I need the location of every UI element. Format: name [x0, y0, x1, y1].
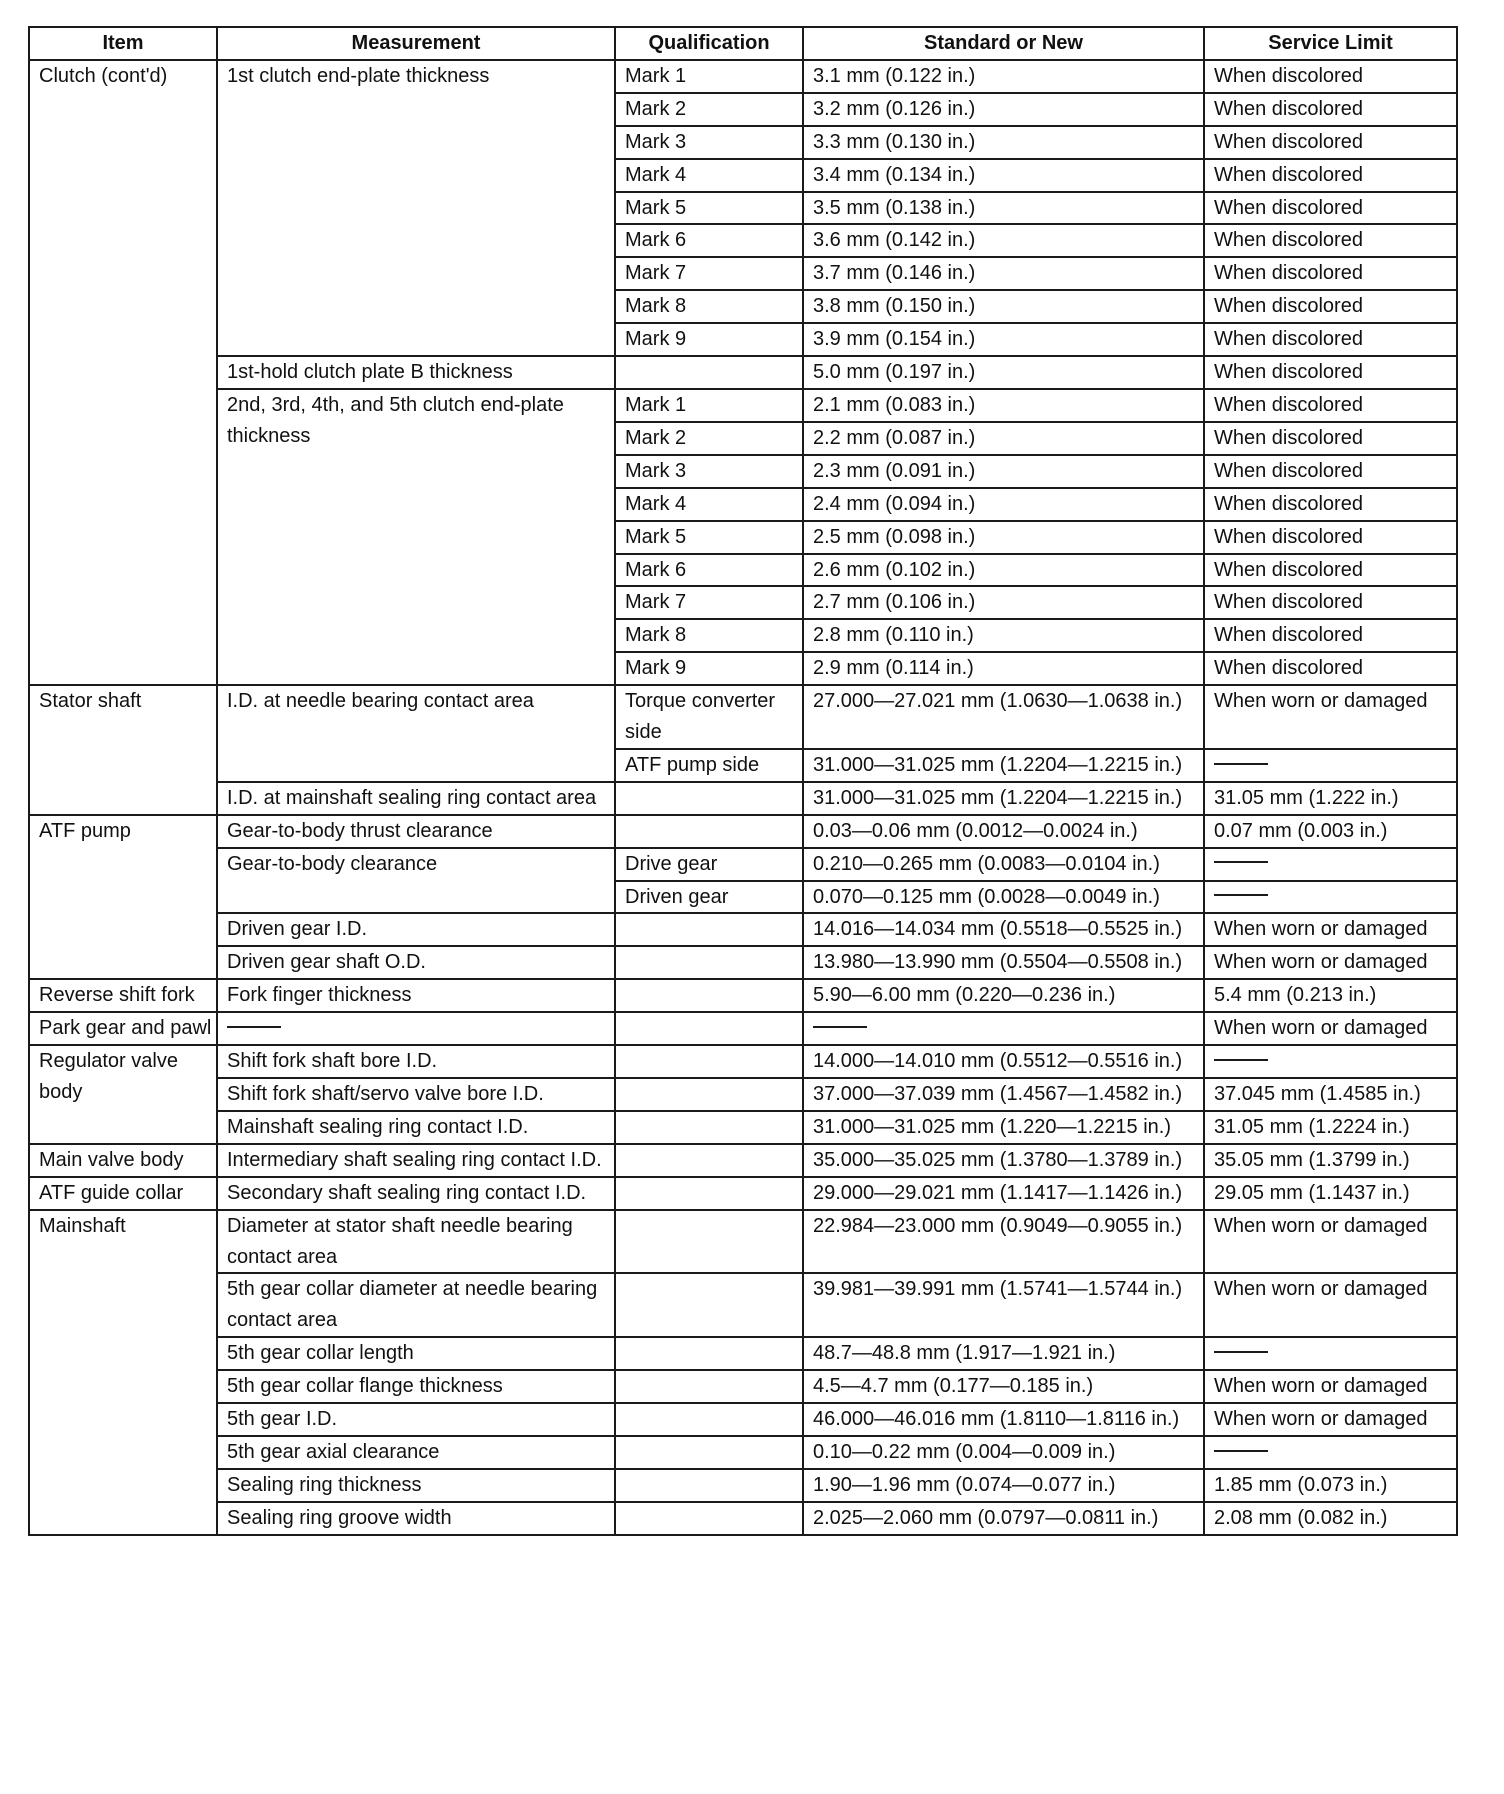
table-row [29, 979, 1457, 1012]
standard-cell: 2.7 mm (0.106 in.) [803, 586, 1204, 619]
qualification-cell: Mark 9 [615, 323, 803, 356]
standard-cell: 27.000—27.021 mm (1.0630—1.0638 in.) [803, 685, 1204, 749]
item-cell: Mainshaft [29, 1210, 217, 1535]
table-row [29, 60, 1457, 93]
standard-cell: 3.4 mm (0.134 in.) [803, 159, 1204, 192]
measurement-cell: Driven gear shaft O.D. [217, 946, 615, 979]
table-row [29, 1177, 1457, 1210]
service-limit-cell: When discolored [1204, 389, 1457, 422]
table-row [29, 389, 1457, 422]
service-limit-cell: When worn or damaged [1204, 1210, 1457, 1274]
standard-cell: 3.2 mm (0.126 in.) [803, 93, 1204, 126]
service-limit-cell: When discolored [1204, 554, 1457, 587]
item-cell: ATF pump [29, 815, 217, 980]
qualification-cell: Mark 6 [615, 224, 803, 257]
empty-value-dash [1214, 763, 1268, 765]
table-row [29, 848, 1457, 881]
qualification-cell: Driven gear [615, 881, 803, 914]
empty-value-dash [227, 1026, 281, 1028]
qualification-cell: Mark 1 [615, 60, 803, 93]
service-limit-cell [1204, 881, 1457, 914]
table-row [29, 356, 1457, 389]
empty-value-dash [1214, 1059, 1268, 1061]
qualification-cell: Mark 1 [615, 389, 803, 422]
measurement-cell: 1st clutch end-plate thickness [217, 60, 615, 356]
item-cell: Clutch (cont'd) [29, 60, 217, 685]
standard-cell: 31.000—31.025 mm (1.220—1.2215 in.) [803, 1111, 1204, 1144]
qualification-cell [615, 946, 803, 979]
measurement-cell: Mainshaft sealing ring contact I.D. [217, 1111, 615, 1144]
measurement-cell: Sealing ring thickness [217, 1469, 615, 1502]
qualification-cell [615, 1502, 803, 1535]
qualification-cell [615, 1111, 803, 1144]
standard-cell: 0.10—0.22 mm (0.004—0.009 in.) [803, 1436, 1204, 1469]
measurement-cell: Gear-to-body thrust clearance [217, 815, 615, 848]
qualification-cell [615, 815, 803, 848]
standard-cell: 2.4 mm (0.094 in.) [803, 488, 1204, 521]
item-cell: Park gear and pawl [29, 1012, 217, 1045]
table-row [29, 1210, 1457, 1274]
table-row [29, 913, 1457, 946]
qualification-cell [615, 1370, 803, 1403]
qualification-cell: Drive gear [615, 848, 803, 881]
table-row [29, 1111, 1457, 1144]
service-limit-cell: When discolored [1204, 356, 1457, 389]
table-row [29, 782, 1457, 815]
qualification-cell [615, 782, 803, 815]
measurement-cell: 5th gear collar length [217, 1337, 615, 1370]
qualification-cell: Mark 8 [615, 290, 803, 323]
table-row [29, 685, 1457, 749]
empty-value-dash [1214, 1351, 1268, 1353]
qualification-cell [615, 1210, 803, 1274]
measurement-cell: Shift fork shaft bore I.D. [217, 1045, 615, 1078]
table-body [29, 60, 1457, 1535]
service-limit-cell: 5.4 mm (0.213 in.) [1204, 979, 1457, 1012]
measurement-cell: Sealing ring groove width [217, 1502, 615, 1535]
service-limit-cell: When worn or damaged [1204, 946, 1457, 979]
service-limit-cell: 31.05 mm (1.2224 in.) [1204, 1111, 1457, 1144]
table-row [29, 1337, 1457, 1370]
standard-cell: 13.980—13.990 mm (0.5504—0.5508 in.) [803, 946, 1204, 979]
specifications-table [28, 26, 1458, 1536]
qualification-cell: ATF pump side [615, 749, 803, 782]
qualification-cell: Mark 2 [615, 422, 803, 455]
standard-cell: 14.000—14.010 mm (0.5512—0.5516 in.) [803, 1045, 1204, 1078]
service-limit-cell: When worn or damaged [1204, 1403, 1457, 1436]
standard-cell: 5.90—6.00 mm (0.220—0.236 in.) [803, 979, 1204, 1012]
item-cell: Stator shaft [29, 685, 217, 815]
item-cell: ATF guide collar [29, 1177, 217, 1210]
service-limit-cell: 29.05 mm (1.1437 in.) [1204, 1177, 1457, 1210]
measurement-cell: Secondary shaft sealing ring contact I.D. [217, 1177, 615, 1210]
standard-cell: 0.210—0.265 mm (0.0083—0.0104 in.) [803, 848, 1204, 881]
service-limit-cell: When discolored [1204, 488, 1457, 521]
service-limit-cell: When discolored [1204, 586, 1457, 619]
qualification-cell: Mark 2 [615, 93, 803, 126]
table-row [29, 1502, 1457, 1535]
standard-cell: 2.1 mm (0.083 in.) [803, 389, 1204, 422]
standard-cell: 14.016—14.034 mm (0.5518—0.5525 in.) [803, 913, 1204, 946]
standard-cell: 4.5—4.7 mm (0.177—0.185 in.) [803, 1370, 1204, 1403]
qualification-cell: Mark 4 [615, 488, 803, 521]
standard-cell: 0.03—0.06 mm (0.0012—0.0024 in.) [803, 815, 1204, 848]
table-row [29, 1045, 1457, 1078]
standard-cell: 31.000—31.025 mm (1.2204—1.2215 in.) [803, 749, 1204, 782]
service-limit-cell: When discolored [1204, 422, 1457, 455]
service-limit-cell: 31.05 mm (1.222 in.) [1204, 782, 1457, 815]
qualification-cell: Mark 5 [615, 521, 803, 554]
table-row [29, 1078, 1457, 1111]
qualification-cell [615, 979, 803, 1012]
standard-cell: 2.9 mm (0.114 in.) [803, 652, 1204, 685]
qualification-cell: Mark 6 [615, 554, 803, 587]
empty-value-dash [1214, 1450, 1268, 1452]
service-limit-cell: When discolored [1204, 60, 1457, 93]
qualification-cell: Mark 9 [615, 652, 803, 685]
service-limit-cell: When worn or damaged [1204, 1273, 1457, 1337]
standard-cell: 2.3 mm (0.091 in.) [803, 455, 1204, 488]
qualification-cell [615, 1078, 803, 1111]
service-limit-cell: When discolored [1204, 93, 1457, 126]
service-limit-cell: 1.85 mm (0.073 in.) [1204, 1469, 1457, 1502]
standard-cell: 3.5 mm (0.138 in.) [803, 192, 1204, 225]
standard-cell [803, 1012, 1204, 1045]
qualification-cell [615, 1337, 803, 1370]
service-limit-cell: When worn or damaged [1204, 1012, 1457, 1045]
qualification-cell: Mark 5 [615, 192, 803, 225]
column-header-item: Item [29, 27, 217, 60]
column-header-service-limit: Service Limit [1204, 27, 1457, 60]
standard-cell: 3.7 mm (0.146 in.) [803, 257, 1204, 290]
measurement-cell: I.D. at mainshaft sealing ring contact area [217, 782, 615, 815]
standard-cell: 2.2 mm (0.087 in.) [803, 422, 1204, 455]
qualification-cell [615, 1177, 803, 1210]
measurement-cell: Shift fork shaft/servo valve bore I.D. [217, 1078, 615, 1111]
qualification-cell: Mark 7 [615, 257, 803, 290]
table-row [29, 1370, 1457, 1403]
qualification-cell [615, 913, 803, 946]
measurement-cell [217, 1012, 615, 1045]
qualification-cell: Mark 3 [615, 455, 803, 488]
standard-cell: 39.981—39.991 mm (1.5741—1.5744 in.) [803, 1273, 1204, 1337]
measurement-cell: 5th gear collar flange thickness [217, 1370, 615, 1403]
standard-cell: 3.9 mm (0.154 in.) [803, 323, 1204, 356]
measurement-cell: Fork finger thickness [217, 979, 615, 1012]
service-limit-cell [1204, 1436, 1457, 1469]
service-limit-cell [1204, 749, 1457, 782]
qualification-cell: Torque converter side [615, 685, 803, 749]
qualification-cell: Mark 4 [615, 159, 803, 192]
standard-cell: 29.000—29.021 mm (1.1417—1.1426 in.) [803, 1177, 1204, 1210]
standard-cell: 3.6 mm (0.142 in.) [803, 224, 1204, 257]
standard-cell: 46.000—46.016 mm (1.8110—1.8116 in.) [803, 1403, 1204, 1436]
item-cell: Regulator valve body [29, 1045, 217, 1144]
table-row [29, 1144, 1457, 1177]
standard-cell: 35.000—35.025 mm (1.3780—1.3789 in.) [803, 1144, 1204, 1177]
service-limit-cell: 2.08 mm (0.082 in.) [1204, 1502, 1457, 1535]
service-limit-cell: When discolored [1204, 619, 1457, 652]
service-limit-cell: When discolored [1204, 521, 1457, 554]
service-limit-cell: When discolored [1204, 455, 1457, 488]
measurement-cell: Intermediary shaft sealing ring contact I.D. [217, 1144, 615, 1177]
standard-cell: 3.1 mm (0.122 in.) [803, 60, 1204, 93]
service-limit-cell: When discolored [1204, 323, 1457, 356]
qualification-cell: Mark 7 [615, 586, 803, 619]
standard-cell: 48.7—48.8 mm (1.917—1.921 in.) [803, 1337, 1204, 1370]
service-limit-cell: When discolored [1204, 652, 1457, 685]
qualification-cell [615, 1012, 803, 1045]
qualification-cell [615, 1144, 803, 1177]
measurement-cell: Driven gear I.D. [217, 913, 615, 946]
empty-value-dash [1214, 894, 1268, 896]
service-limit-cell: When discolored [1204, 126, 1457, 159]
item-cell: Reverse shift fork [29, 979, 217, 1012]
table-row [29, 1436, 1457, 1469]
measurement-cell: 5th gear collar diameter at needle bearing contact area [217, 1273, 615, 1337]
measurement-cell: Gear-to-body clearance [217, 848, 615, 914]
table-row [29, 815, 1457, 848]
measurement-cell: I.D. at needle bearing contact area [217, 685, 615, 782]
service-limit-cell: 35.05 mm (1.3799 in.) [1204, 1144, 1457, 1177]
qualification-cell: Mark 8 [615, 619, 803, 652]
service-limit-cell: 37.045 mm (1.4585 in.) [1204, 1078, 1457, 1111]
standard-cell: 31.000—31.025 mm (1.2204—1.2215 in.) [803, 782, 1204, 815]
standard-cell: 2.025—2.060 mm (0.0797—0.0811 in.) [803, 1502, 1204, 1535]
standard-cell: 2.8 mm (0.110 in.) [803, 619, 1204, 652]
standard-cell: 3.8 mm (0.150 in.) [803, 290, 1204, 323]
column-header-qualification: Qualification [615, 27, 803, 60]
service-limit-cell [1204, 1045, 1457, 1078]
column-header-measurement: Measurement [217, 27, 615, 60]
measurement-cell: 2nd, 3rd, 4th, and 5th clutch end-plate thickness [217, 389, 615, 685]
service-limit-cell: When discolored [1204, 257, 1457, 290]
qualification-cell [615, 1436, 803, 1469]
table-row [29, 1012, 1457, 1045]
empty-value-dash [813, 1026, 867, 1028]
measurement-cell: 5th gear axial clearance [217, 1436, 615, 1469]
qualification-cell [615, 356, 803, 389]
service-limit-cell: When worn or damaged [1204, 1370, 1457, 1403]
qualification-cell [615, 1469, 803, 1502]
service-limit-cell: When worn or damaged [1204, 685, 1457, 749]
table-row [29, 1403, 1457, 1436]
table-row [29, 946, 1457, 979]
item-cell: Main valve body [29, 1144, 217, 1177]
service-limit-cell [1204, 848, 1457, 881]
measurement-cell: 1st-hold clutch plate B thickness [217, 356, 615, 389]
standard-cell: 5.0 mm (0.197 in.) [803, 356, 1204, 389]
standard-cell: 1.90—1.96 mm (0.074—0.077 in.) [803, 1469, 1204, 1502]
column-header-standard: Standard or New [803, 27, 1204, 60]
table-row [29, 1469, 1457, 1502]
measurement-cell: Diameter at stator shaft needle bearing contact area [217, 1210, 615, 1274]
service-limit-cell: When worn or damaged [1204, 913, 1457, 946]
standard-cell: 22.984—23.000 mm (0.9049—0.9055 in.) [803, 1210, 1204, 1274]
service-limit-cell: When discolored [1204, 192, 1457, 225]
table-row [29, 1273, 1457, 1337]
standard-cell: 37.000—37.039 mm (1.4567—1.4582 in.) [803, 1078, 1204, 1111]
qualification-cell [615, 1273, 803, 1337]
standard-cell: 2.5 mm (0.098 in.) [803, 521, 1204, 554]
qualification-cell [615, 1045, 803, 1078]
standard-cell: 0.070—0.125 mm (0.0028—0.0049 in.) [803, 881, 1204, 914]
measurement-cell: 5th gear I.D. [217, 1403, 615, 1436]
service-limit-cell: When discolored [1204, 159, 1457, 192]
qualification-cell [615, 1403, 803, 1436]
empty-value-dash [1214, 861, 1268, 863]
service-limit-cell: 0.07 mm (0.003 in.) [1204, 815, 1457, 848]
standard-cell: 2.6 mm (0.102 in.) [803, 554, 1204, 587]
qualification-cell: Mark 3 [615, 126, 803, 159]
service-limit-cell: When discolored [1204, 224, 1457, 257]
service-limit-cell [1204, 1337, 1457, 1370]
standard-cell: 3.3 mm (0.130 in.) [803, 126, 1204, 159]
header-row [29, 27, 1457, 60]
service-limit-cell: When discolored [1204, 290, 1457, 323]
